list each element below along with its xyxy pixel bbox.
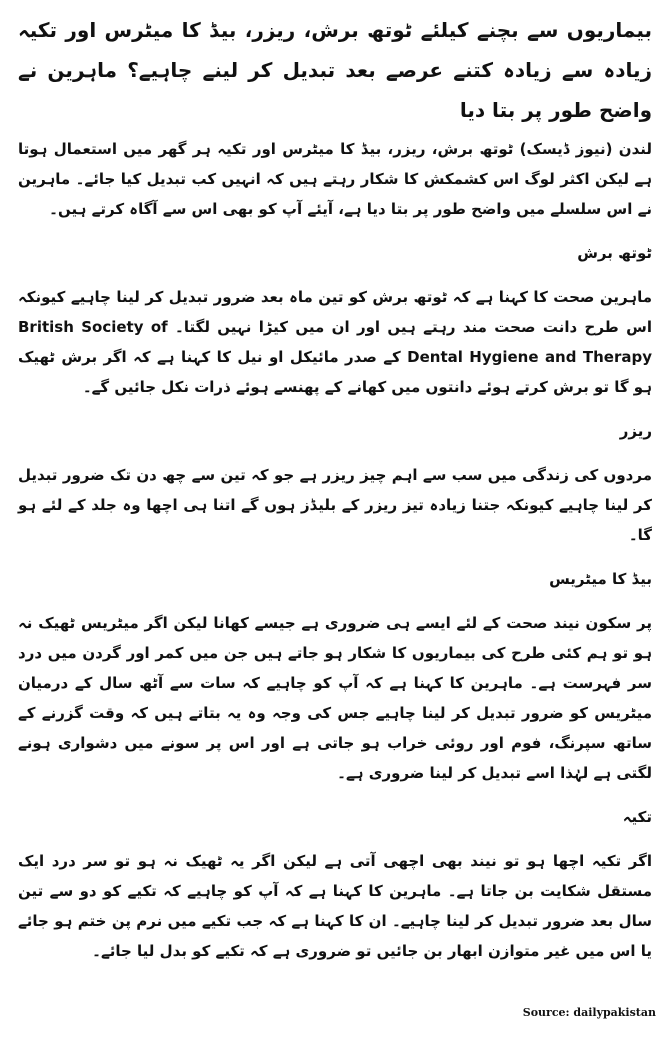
article-intro: لندن (نیوز ڈیسک) ٹوتھ برش، ریزر، بیڈ کا میٹرس اور تکیہ ہر گھر میں استعمال ہوتا ہے لیکن اکثر لوگ اس کشمکش کا شکار رہتے ہیں کہ انہیں کب تبدیل کیا جائے۔ ماہرین نے اس سلسلے میں واضح طور پر بتا دیا ہے، آیئے آپ کو بھی اس سے آگاہ کرتے ہیں۔ — [18, 140, 652, 218]
section-heading-mattress: بیڈ کا میٹریس — [549, 570, 652, 588]
article — [18, 10, 652, 966]
article-headline: بیماریوں سے بچنے کیلئے ٹوتھ برش، ریزر، بیڈ کا میٹرس اور تکیہ زیادہ سے زیادہ کتنے عرصے بعد تبدیل کر لینے چاہیے؟ ماہرین نے واضح طور پر بتا دیا — [18, 18, 652, 122]
section-heading-toothbrush: ٹوتھ برش — [577, 244, 652, 262]
section-heading-razor: ریزر — [619, 422, 652, 440]
section-pillow — [18, 802, 652, 966]
section-toothbrush — [18, 238, 652, 402]
section-body-pillow: اگر تکیہ اچھا ہو تو نیند بھی اچھی آتی ہے لیکن اگر یہ ٹھیک نہ ہو تو سر درد ایک مستقل شکایت بن جاتا ہے۔ ماہرین کا کہنا ہے کہ آپ کو چاہیے کہ تکیے کو دو سے تین سال بعد ضرور تبدیل کر لینا چاہیے۔ ان کا کہنا ہے کہ جب تکیے میں نرم پن ختم ہو جائے یا اس میں غیر متوازن ابھار بن جائیں تو ضروری ہے کہ تکیے کو بدل لیا جائے۔ — [18, 852, 652, 960]
source-credit: Source: dailypakistan — [522, 1006, 656, 1019]
section-heading-pillow: تکیہ — [622, 808, 652, 826]
section-mattress — [18, 564, 652, 788]
section-body-mattress: پر سکون نیند صحت کے لئے ایسے ہی ضروری ہے جیسے کھانا لیکن اگر میٹریس ٹھیک نہ ہو تو ہم کئی طرح کی بیماریوں کا شکار ہو جاتے ہیں جن میں کمر اور گردن میں درد سر فہرست ہے۔ ماہرین کا کہنا ہے کہ آپ کو چاہیے کہ سات سے آٹھ سال کے درمیان میٹریس کو ضرور تبدیل کر لینا چاہیے جس کی وجہ وہ یہ بتاتے ہیں کہ وقت گزرنے کے ساتھ سپرنگ، فوم اور روئی خراب ہو جاتی ہے اور اس پر سونے میں دشواری ہونے لگتی ہے لہٰذا اسے تبدیل کر لینا ضروری ہے۔ — [18, 614, 652, 782]
section-body-toothbrush: ماہرین صحت کا کہنا ہے کہ ٹوتھ برش کو تین ماہ بعد ضرور تبدیل کر لینا چاہیے کیونکہ اس طرح دانت صحت مند رہتے ہیں اور ان میں کیڑا نہیں لگتا۔ British Society of Dental Hygiene and Therapy کے صدر مائیکل او نیل کا کہنا ہے کہ اگر برش ٹھیک ہو گا تو برش کرتے ہوئے دانتوں میں کھانے کے پھنسے ہوئے ذرات نکل جائیں گے۔ — [18, 288, 652, 396]
section-razor — [18, 416, 652, 550]
section-body-razor: مردوں کی زندگی میں سب سے اہم چیز ریزر ہے جو کہ تین سے چھ دن تک ضرور تبدیل کر لینا چاہیے کیونکہ جتنا زیادہ تیز ریزر کے بلیڈز ہوں گے اتنا ہی اچھا وہ جلد کے لئے ہو گا۔ — [18, 466, 652, 544]
